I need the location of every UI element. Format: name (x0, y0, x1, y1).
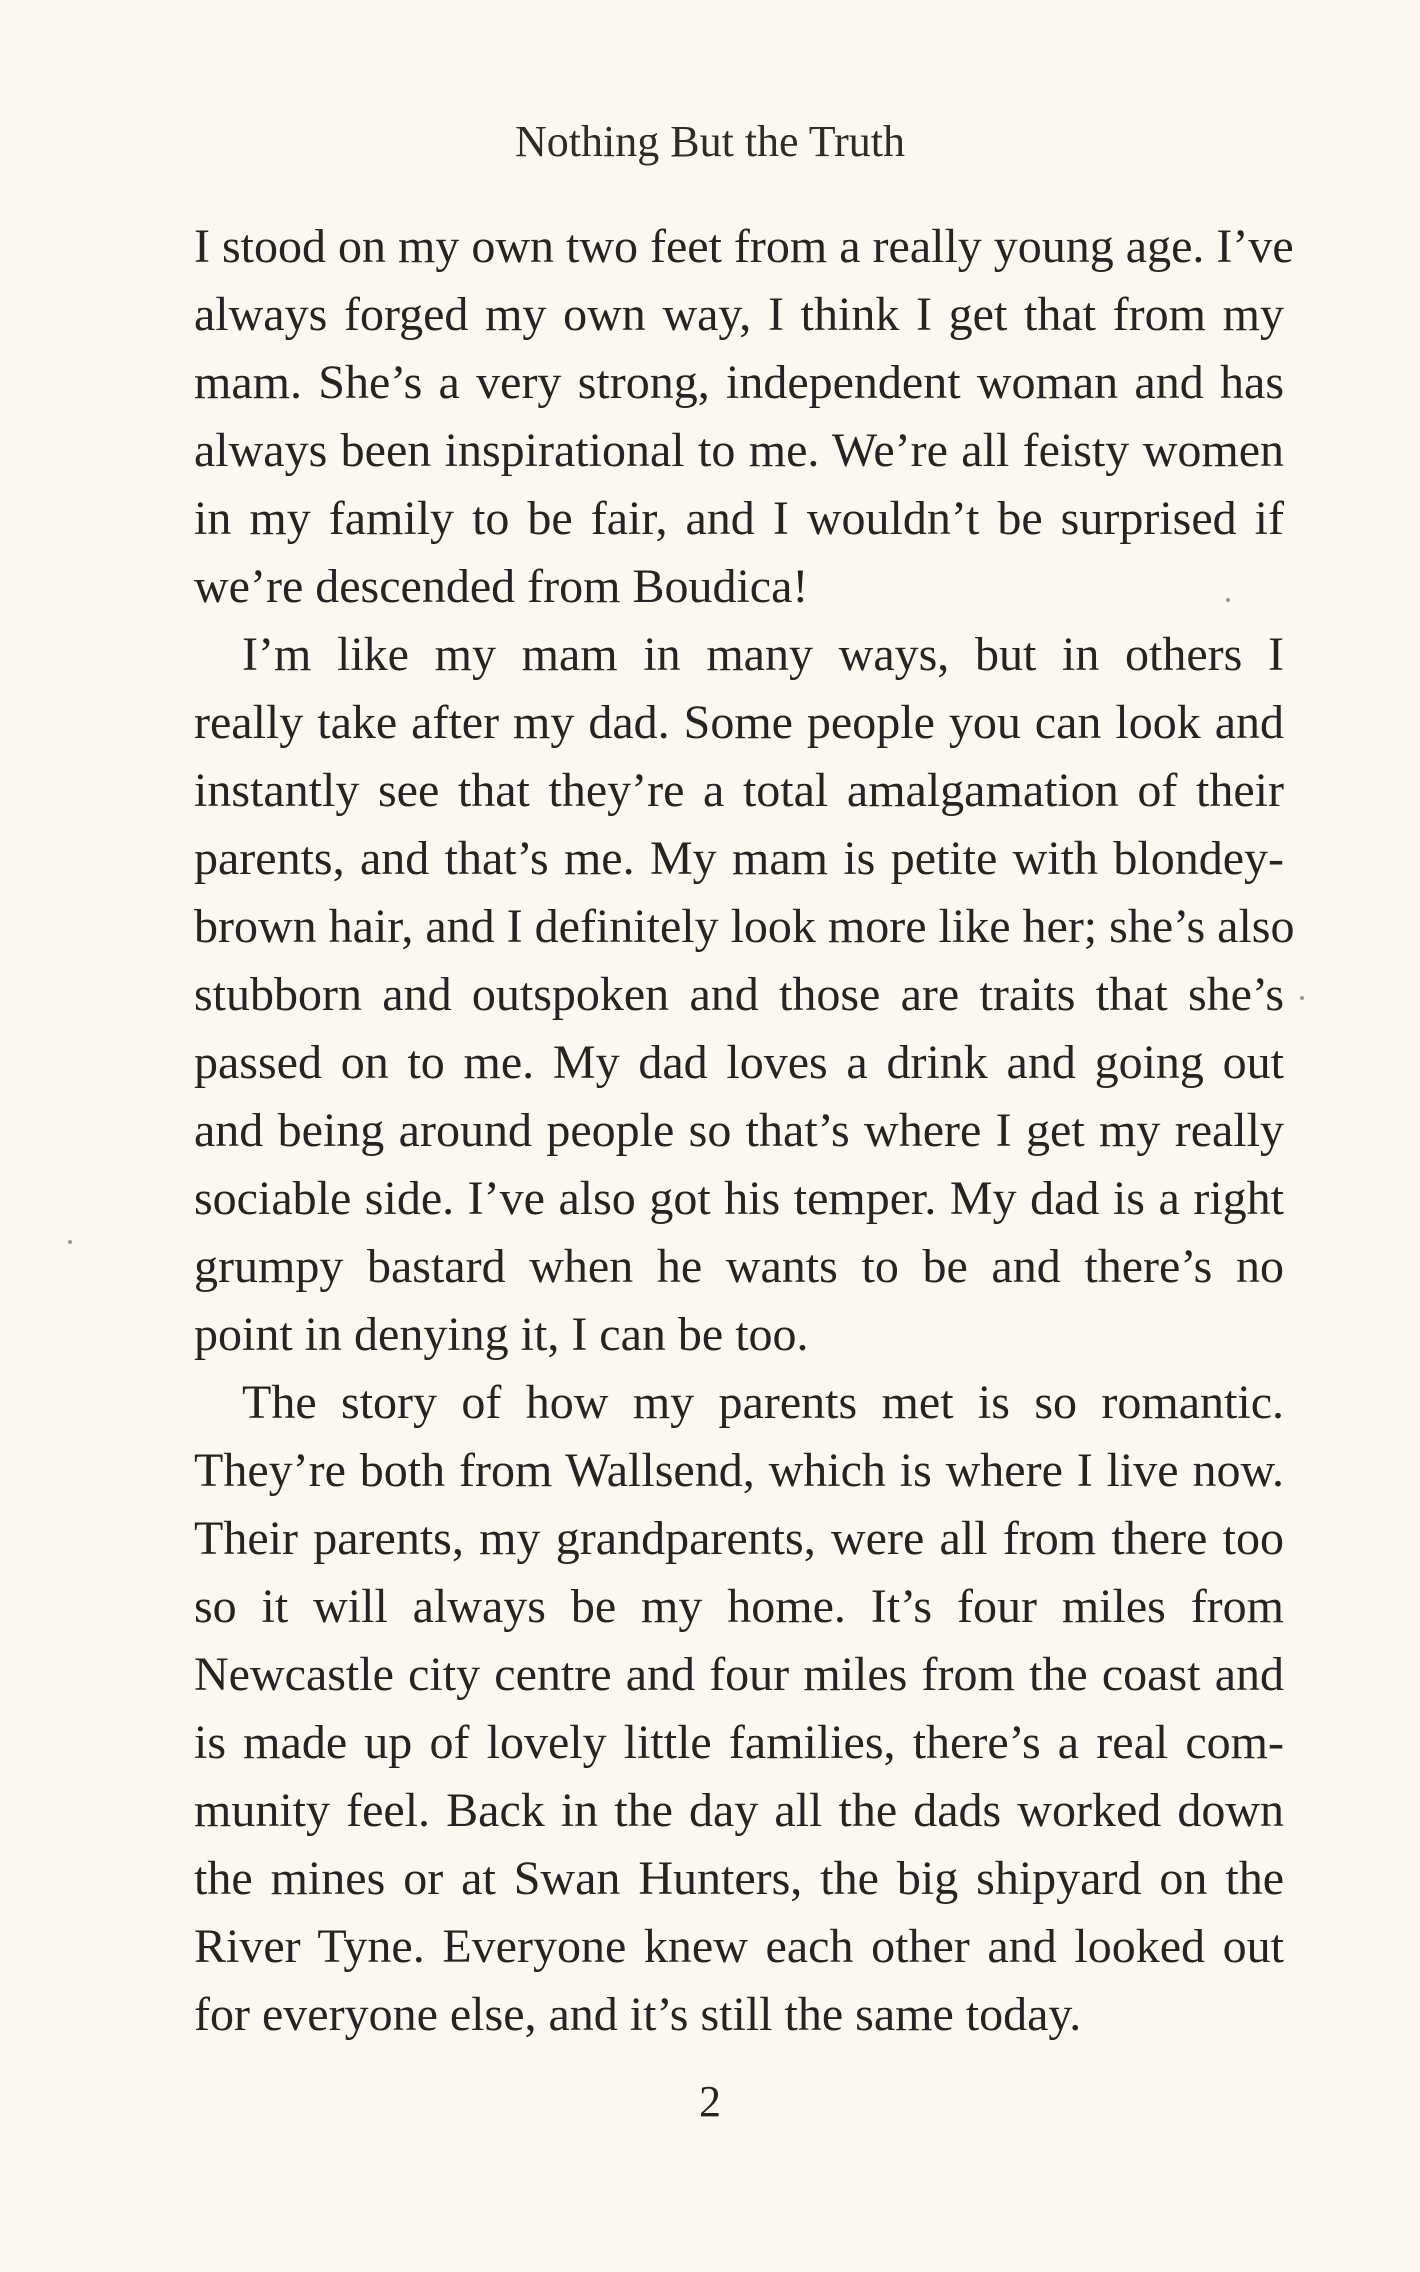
text-line: munity feel. Back in the day all the dads worked down (194, 1784, 1284, 1837)
text-line: River Tyne. Everyone knew each other and looked out (194, 1920, 1284, 1973)
text-line: They’re both from Wallsend, which is where I live now. (194, 1444, 1284, 1497)
text-line: point in denying it, I can be too. (194, 1308, 809, 1361)
paragraph-1 (194, 213, 1294, 621)
text-line: instantly see that they’re a total amalgamation of their (194, 764, 1284, 817)
scan-speck (1226, 598, 1230, 602)
text-line: we’re descended from Boudica! (194, 560, 809, 613)
text-line: in my family to be fair, and I wouldn’t be surprised if (194, 492, 1284, 545)
page-number: 2 (699, 2077, 721, 2126)
text-line: so it will always be my home. It’s four miles from (194, 1580, 1284, 1633)
text-line: always been inspirational to me. We’re all feisty women (194, 424, 1284, 477)
text-line: the mines or at Swan Hunters, the big shipyard on the (194, 1852, 1284, 1905)
text-line: The story of how my parents met is so romantic. (242, 1376, 1284, 1429)
text-line: stubborn and outspoken and those are traits that she’s (194, 968, 1284, 1021)
text-line: really take after my dad. Some people you can look and (194, 696, 1284, 749)
text-line: Their parents, my grandparents, were all from there too (194, 1512, 1284, 1565)
scan-speck (68, 1240, 72, 1244)
text-line: passed on to me. My dad loves a drink and going out (194, 1036, 1284, 1089)
body-text (194, 213, 1295, 2049)
text-line: always forged my own way, I think I get that from my (194, 288, 1284, 341)
text-line: is made up of lovely little families, there’s a real com- (194, 1716, 1284, 1769)
paragraph-2 (194, 621, 1295, 1369)
text-line: Newcastle city centre and four miles from the coast and (194, 1648, 1284, 1701)
paragraph-3 (194, 1369, 1284, 2049)
scan-speck (1300, 996, 1304, 1000)
running-head: Nothing But the Truth (515, 117, 905, 166)
text-line: mam. She’s a very strong, independent woman and has (194, 356, 1284, 409)
text-line: and being around people so that’s where I get my really (194, 1104, 1284, 1157)
text-line: parents, and that’s me. My mam is petite with blondey- (194, 832, 1284, 885)
text-line: sociable side. I’ve also got his temper. My dad is a right (194, 1172, 1284, 1225)
text-line: brown hair, and I definitely look more like her; she’s also (194, 900, 1295, 953)
text-line: I’m like my mam in many ways, but in others I (242, 628, 1284, 681)
text-line: I stood on my own two feet from a really young age. I’ve (194, 220, 1294, 273)
text-line: for everyone else, and it’s still the same today. (194, 1988, 1082, 2041)
text-line: grumpy bastard when he wants to be and there’s no (194, 1240, 1284, 1293)
